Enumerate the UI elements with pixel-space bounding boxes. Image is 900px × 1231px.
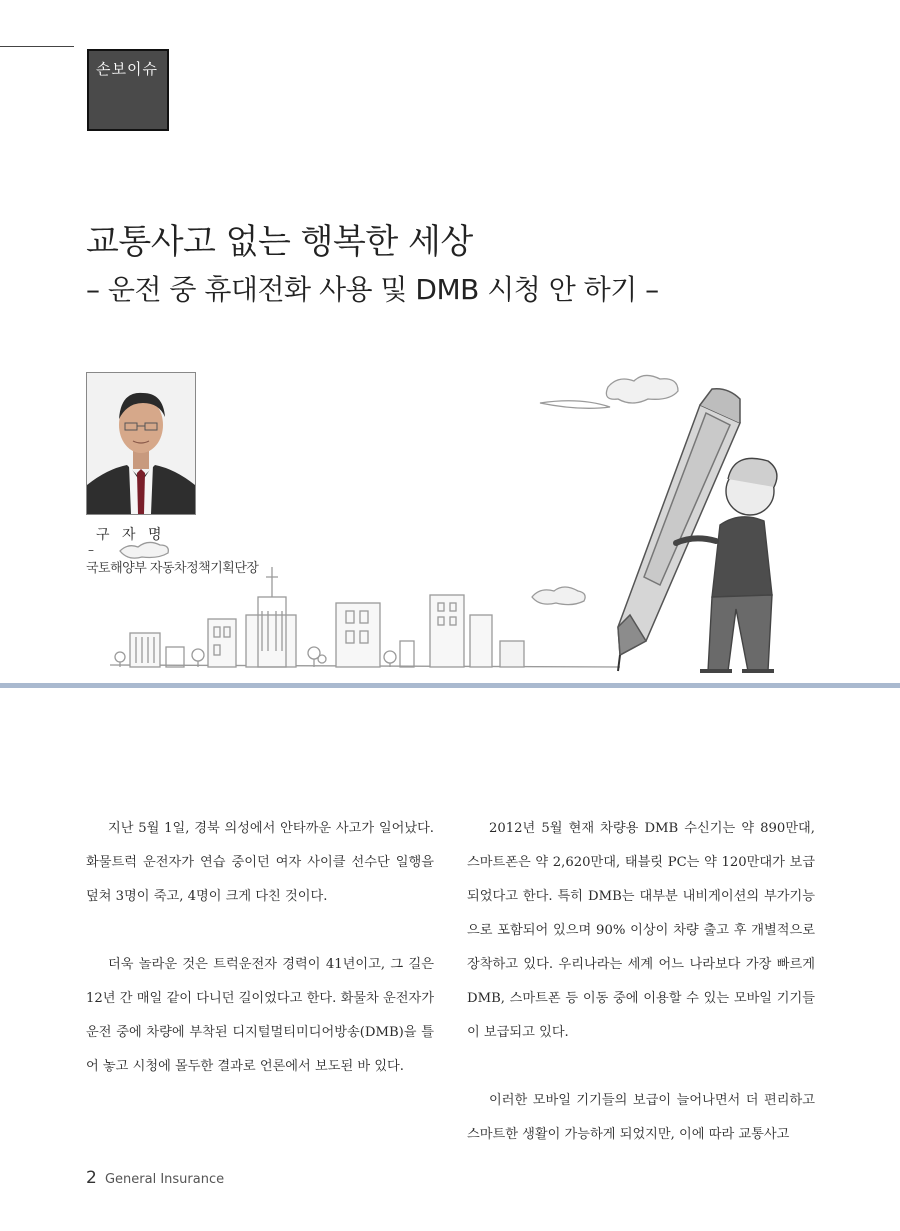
page-number: 2 — [86, 1168, 97, 1188]
author-title: 국토해양부 자동차정책기획단장 — [86, 561, 259, 576]
body-paragraph: 지난 5월 1일, 경북 의성에서 안타까운 사고가 일어났다. 화물트럭 운전자가 연습 중이던 여자 사이클 선수단 일행을 덮쳐 3명이 죽고, 4명이 크게 다친 것이다. — [86, 821, 434, 904]
header-divider-band — [0, 683, 900, 688]
body-paragraph: 2012년 5월 현재 차량용 DMB 수신기는 약 890만대, 스마트폰은 약 2,620만대, 태블릿 PC는 약 120만대가 보급되었다고 한다. 특히 DMB는 대부분 내비게이션의 부가기능으로 포함되어 있으며 90% 이상이 차량 출고 후 개별적으로 장착하고 있다. 우리나라는 세계 어느 나라보다 가장 빠르게 DMB, 스마트폰 등 이동 중에 이용할 수 있는 모바일 기기들이 보급되고 있다. — [467, 821, 815, 1040]
body-column-right — [467, 812, 815, 1152]
page-footer — [86, 1168, 224, 1188]
article-subtitle: – 운전 중 휴대전화 사용 및 DMB 시청 안 하기 – — [86, 273, 659, 306]
pen-city-illustration — [100, 365, 900, 685]
publication-name: General Insurance — [104, 1172, 225, 1187]
body-paragraph: 더욱 놀라운 것은 트럭운전자 경력이 41년이고, 그 길은 12년 간 매일 같이 다니던 길이었다고 한다. 화물차 운전자가 운전 중에 차량에 부착된 디지털멀티미디어방송(DMB)을 틀어 놓고 시청에 몰두한 결과로 언론에서 보도된 바 있다. — [86, 957, 434, 1074]
body-paragraph: 이러한 모바일 기기들의 보급이 늘어나면서 더 편리하고 스마트한 생활이 가능하게 되었지만, 이에 따라 교통사고 — [467, 1093, 815, 1142]
author-portrait-image — [87, 373, 195, 514]
author-name: 구 자 명 — [96, 527, 166, 543]
section-tag — [87, 49, 169, 131]
top-rule — [0, 46, 74, 47]
body-column-left — [86, 812, 434, 1084]
article-title: 교통사고 없는 행복한 세상 — [86, 222, 473, 262]
section-tag-label: 손보이슈 — [96, 60, 158, 78]
author-dash: – — [88, 543, 94, 557]
author-photo — [86, 372, 196, 515]
